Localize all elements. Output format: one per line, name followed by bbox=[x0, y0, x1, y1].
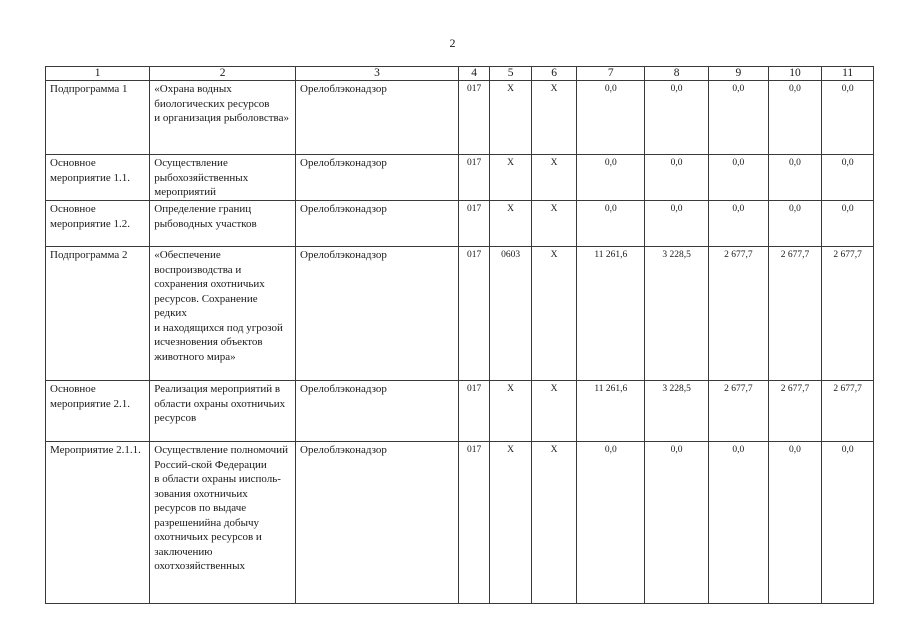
header-cell: 1 bbox=[46, 67, 150, 81]
row-col10: 0,0 bbox=[768, 155, 822, 201]
header-cell: 6 bbox=[531, 67, 577, 81]
row-col10: 2 677,7 bbox=[768, 247, 822, 381]
row-col8: 0,0 bbox=[645, 201, 709, 247]
row-col11: 0,0 bbox=[822, 201, 874, 247]
row-code: Основное мероприятие 1.2. bbox=[46, 201, 150, 247]
row-col9: 0,0 bbox=[708, 81, 768, 155]
row-col9: 0,0 bbox=[708, 155, 768, 201]
header-cell: 7 bbox=[577, 67, 645, 81]
row-col8: 3 228,5 bbox=[645, 247, 709, 381]
row-col11: 0,0 bbox=[822, 442, 874, 604]
header-cell: 4 bbox=[458, 67, 489, 81]
row-agency: Орелоблэконадзор bbox=[296, 247, 459, 381]
row-col11: 2 677,7 bbox=[822, 381, 874, 442]
row-code: Подпрограмма 1 bbox=[46, 81, 150, 155]
row-col4: 017 bbox=[458, 442, 489, 604]
row-col10: 0,0 bbox=[768, 442, 822, 604]
header-row bbox=[46, 67, 874, 81]
row-title: Осуществление полномочий Россий-ской Федерации в области охраны ииспользования охотничьих ресурсов по выдаче разрешенийна добычу охотничьих ресурсов и заключению охотхозяйственных bbox=[150, 442, 296, 604]
row-col4: 017 bbox=[458, 247, 489, 381]
row-col4: 017 bbox=[458, 81, 489, 155]
row-code: Основное мероприятие 1.1. bbox=[46, 155, 150, 201]
row-col5: X bbox=[490, 201, 532, 247]
row-col11: 0,0 bbox=[822, 155, 874, 201]
row-col9: 2 677,7 bbox=[708, 247, 768, 381]
row-col4: 017 bbox=[458, 201, 489, 247]
row-code: Подпрограмма 2 bbox=[46, 247, 150, 381]
table-row bbox=[46, 442, 874, 604]
row-col5: X bbox=[490, 381, 532, 442]
table-row bbox=[46, 201, 874, 247]
row-agency: Орелоблэконадзор bbox=[296, 155, 459, 201]
row-col10: 0,0 bbox=[768, 81, 822, 155]
row-title: Осуществление рыбохозяйственных мероприятий bbox=[150, 155, 296, 201]
row-col7: 0,0 bbox=[577, 155, 645, 201]
header-cell: 3 bbox=[296, 67, 459, 81]
row-col9: 0,0 bbox=[708, 201, 768, 247]
row-col8: 0,0 bbox=[645, 442, 709, 604]
row-title: «Обеспечение воспроизводства и сохранения охотничьих ресурсов. Сохранение редких и находящихся под угрозой исчезновения объектов животного мира» bbox=[150, 247, 296, 381]
row-code: Мероприятие 2.1.1. bbox=[46, 442, 150, 604]
row-title: Реализация мероприятий в области охраны охотничьих ресурсов bbox=[150, 381, 296, 442]
row-code: Основное мероприятие 2.1. bbox=[46, 381, 150, 442]
row-col8: 0,0 bbox=[645, 81, 709, 155]
row-col7: 0,0 bbox=[577, 201, 645, 247]
page-number: 2 bbox=[449, 36, 456, 50]
table-row bbox=[46, 247, 874, 381]
row-col5: X bbox=[490, 81, 532, 155]
header-cell: 9 bbox=[708, 67, 768, 81]
row-col9: 0,0 bbox=[708, 442, 768, 604]
row-col4: 017 bbox=[458, 155, 489, 201]
program-table bbox=[45, 66, 874, 604]
row-col10: 2 677,7 bbox=[768, 381, 822, 442]
row-col8: 3 228,5 bbox=[645, 381, 709, 442]
row-col7: 11 261,6 bbox=[577, 381, 645, 442]
row-col9: 2 677,7 bbox=[708, 381, 768, 442]
header-cell: 2 bbox=[150, 67, 296, 81]
row-col7: 0,0 bbox=[577, 442, 645, 604]
row-title: Определение границ рыбоводных участков bbox=[150, 201, 296, 247]
header-cell: 5 bbox=[490, 67, 532, 81]
row-col5: X bbox=[490, 155, 532, 201]
row-col4: 017 bbox=[458, 381, 489, 442]
table-row bbox=[46, 155, 874, 201]
row-col6: X bbox=[531, 155, 577, 201]
row-agency: Орелоблэконадзор bbox=[296, 381, 459, 442]
row-col6: X bbox=[531, 381, 577, 442]
row-col5: 0603 bbox=[490, 247, 532, 381]
header-cell: 8 bbox=[645, 67, 709, 81]
table-row bbox=[46, 381, 874, 442]
row-agency: Орелоблэконадзор bbox=[296, 442, 459, 604]
row-title: «Охрана водных биологических ресурсов и организация рыболовства» bbox=[150, 81, 296, 155]
row-col6: X bbox=[531, 201, 577, 247]
row-col11: 0,0 bbox=[822, 81, 874, 155]
header-cell: 10 bbox=[768, 67, 822, 81]
row-col5: X bbox=[490, 442, 532, 604]
table-row bbox=[46, 81, 874, 155]
row-col7: 0,0 bbox=[577, 81, 645, 155]
row-col8: 0,0 bbox=[645, 155, 709, 201]
row-col7: 11 261,6 bbox=[577, 247, 645, 381]
row-col6: X bbox=[531, 247, 577, 381]
row-agency: Орелоблэконадзор bbox=[296, 81, 459, 155]
row-col10: 0,0 bbox=[768, 201, 822, 247]
header-cell: 11 bbox=[822, 67, 874, 81]
row-col11: 2 677,7 bbox=[822, 247, 874, 381]
row-col6: X bbox=[531, 81, 577, 155]
row-col6: X bbox=[531, 442, 577, 604]
row-agency: Орелоблэконадзор bbox=[296, 201, 459, 247]
